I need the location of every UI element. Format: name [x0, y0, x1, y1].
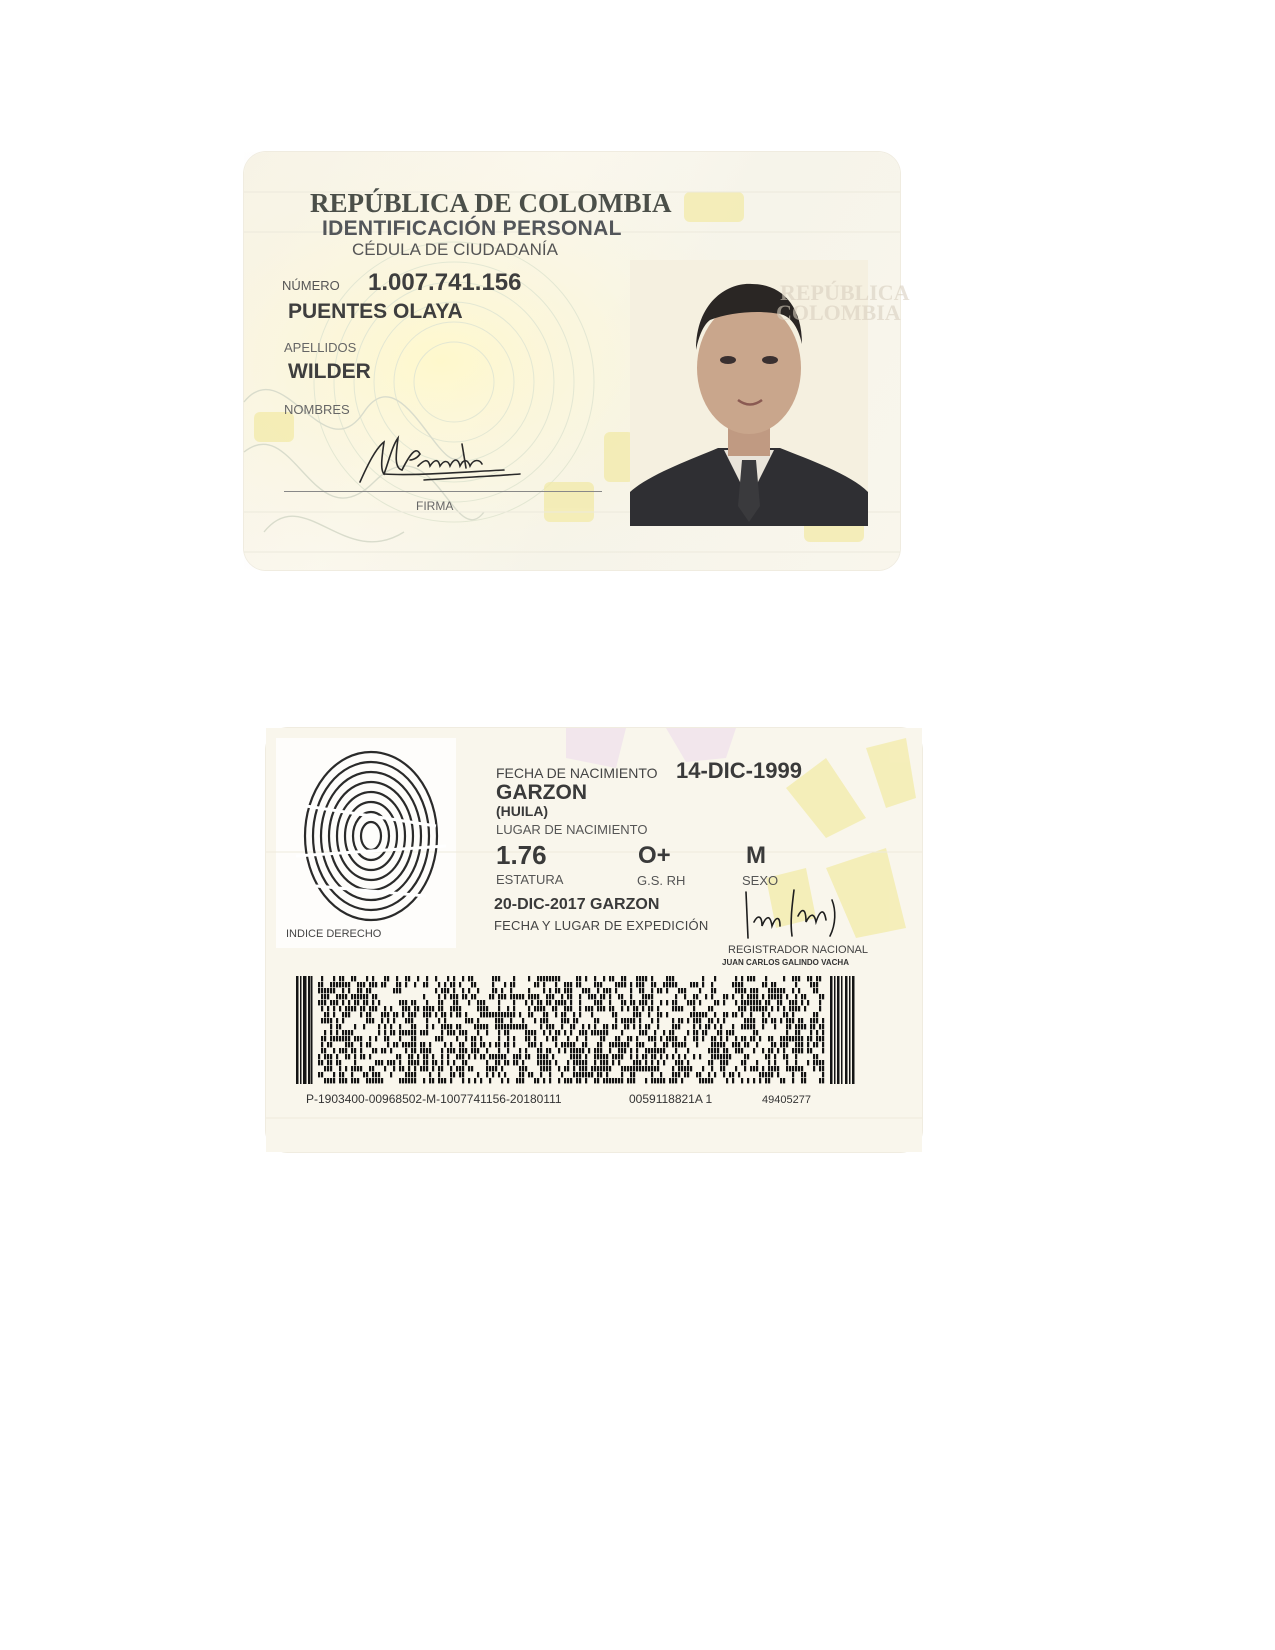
fingerprint — [286, 736, 456, 926]
holder-photo — [630, 260, 910, 526]
birth-date-label: FECHA DE NACIMIENTO — [496, 765, 658, 781]
height-value: 1.76 — [496, 840, 547, 870]
svg-text:COLOMBIA: COLOMBIA — [776, 300, 901, 325]
pdf417-barcode — [296, 976, 856, 1084]
registrar-label: REGISTRADOR NACIONAL — [728, 944, 868, 956]
holder-signature — [354, 424, 524, 496]
registrar-signature — [742, 886, 842, 942]
given-names-value: WILDER — [288, 360, 371, 383]
id-card-front — [244, 152, 910, 570]
id-card-back — [266, 728, 922, 1152]
surnames-label: APELLIDOS — [284, 340, 357, 355]
expedition-value: 20-DIC-2017 GARZON — [494, 896, 660, 913]
svg-text:REPÚBLICA: REPÚBLICA — [780, 280, 910, 305]
sex-label: SEXO — [742, 873, 779, 888]
id-number: 1.007.741.156 — [368, 269, 522, 296]
given-names-label: NOMBRES — [284, 402, 350, 417]
sex-value: M — [746, 842, 766, 869]
registrar-name: JUAN CARLOS GALINDO VACHA — [722, 958, 849, 967]
document-code: P-1903400-00968502-M-1007741156-20180111 — [306, 1092, 562, 1106]
signature-label: FIRMA — [416, 499, 454, 513]
control-number: 49405277 — [762, 1094, 811, 1106]
blood-type-value: O+ — [638, 842, 671, 869]
blood-type-label: G.S. RH — [637, 873, 686, 888]
birth-place-label: LUGAR DE NACIMIENTO — [496, 822, 648, 837]
birth-place-city: GARZON — [496, 781, 587, 804]
card-subtitle: CÉDULA DE CIUDADANÍA — [352, 240, 558, 259]
birth-date-value: 14-DIC-1999 — [676, 758, 802, 783]
fingerprint-label: INDICE DERECHO — [286, 928, 382, 940]
card-serial: 0059118821A 1 — [629, 1092, 713, 1106]
signature-line — [284, 491, 602, 492]
number-label: NÚMERO — [282, 278, 340, 293]
birth-place-department: (HUILA) — [496, 803, 549, 819]
surnames-value: PUENTES OLAYA — [288, 300, 463, 323]
card-country: REPÚBLICA DE COLOMBIA — [310, 188, 672, 218]
expedition-label: FECHA Y LUGAR DE EXPEDICIÓN — [494, 918, 709, 933]
height-label: ESTATURA — [496, 872, 564, 887]
card-title: IDENTIFICACIÓN PERSONAL — [322, 217, 622, 240]
